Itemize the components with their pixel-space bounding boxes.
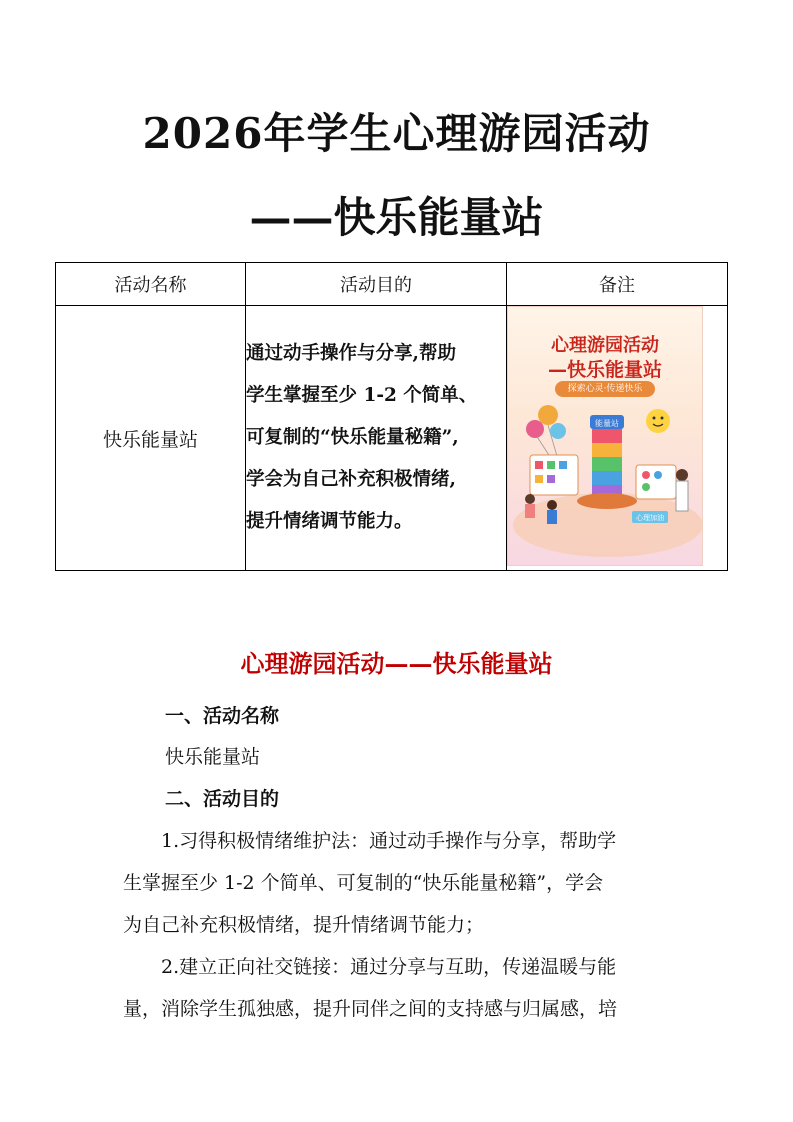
- poster-title: 心理游园活动: [551, 335, 659, 356]
- purpose-line: 学生掌握至少 1-2 个简单、: [246, 385, 478, 406]
- column-header-name: 活动名称: [56, 263, 246, 306]
- activity-purpose-cell: [246, 306, 507, 571]
- poster-tagline: 探索心灵·传递快乐: [555, 381, 655, 397]
- table-row: [56, 306, 728, 571]
- poster-illustration: [508, 307, 702, 565]
- column-header-remark: 备注: [507, 263, 728, 306]
- purpose-line: 学会为自己补充积极情绪,: [246, 469, 456, 490]
- activity-name-cell: 快乐能量站: [56, 306, 246, 571]
- poster-tower-label: 能量站: [595, 419, 619, 428]
- paragraph-line: 1.习得积极情绪维护法：通过动手操作与分享，帮助学: [161, 830, 617, 852]
- purpose-line: 通过动手操作与分享,帮助: [246, 343, 456, 364]
- column-header-purpose: 活动目的: [246, 263, 507, 306]
- paragraph-line: 生掌握至少 1-2 个简单、可复制的“快乐能量秘籍”，学会: [123, 872, 604, 894]
- purpose-line: 提升情绪调节能力。: [246, 511, 413, 532]
- heading-activity-name: 一、活动名称: [165, 705, 280, 727]
- paragraph-line: 量，消除学生孤独感，提升同伴之间的支持感与归属感，培: [123, 998, 618, 1020]
- document-title-line1: 2026年学生心理游园活动: [142, 109, 651, 158]
- activity-poster-image: [507, 306, 703, 566]
- paragraph-line: 为自己补充积极情绪，提升情绪调节能力；: [123, 914, 485, 936]
- document-title-line2: ——快乐能量站: [249, 193, 544, 242]
- heading-activity-purpose: 二、活动目的: [165, 788, 280, 810]
- purpose-line: 可复制的“快乐能量秘籍”,: [246, 427, 459, 448]
- section-title: 心理游园活动——快乐能量站: [240, 649, 553, 678]
- poster-sign-label: 心理加油: [636, 514, 664, 522]
- poster-subtitle: —快乐能量站: [547, 359, 662, 381]
- table-header-row: [56, 263, 728, 306]
- paragraph-line: 2.建立正向社交链接：通过分享与互助，传递温暖与能: [161, 956, 617, 978]
- activity-name-text: 快乐能量站: [165, 746, 261, 768]
- remark-cell: [507, 306, 728, 571]
- activity-table: [55, 262, 728, 571]
